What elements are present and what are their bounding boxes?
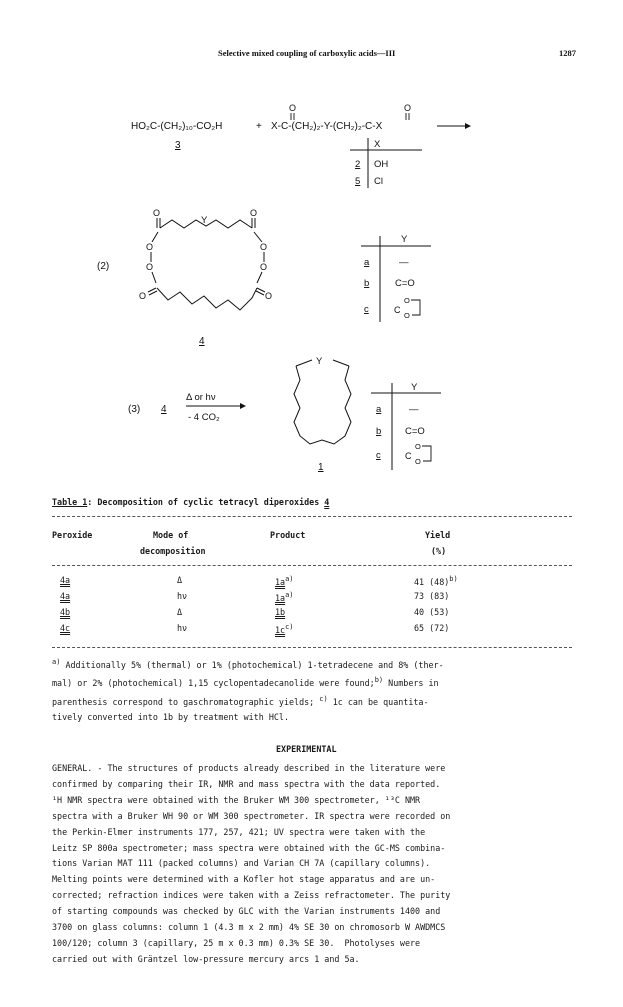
svg-text:Y: Y	[201, 215, 208, 226]
svg-text:C: C	[394, 305, 401, 315]
cell-yield: 41 $(48)^{b)}$	[414, 575, 458, 587]
svg-text:O: O	[146, 262, 154, 272]
header-mode-2: decomposition	[140, 546, 206, 556]
acyl-reagent-formula: X-C-(CH₂)₂-Y-(CH₂)₂-C-X	[271, 121, 383, 132]
y2-row-c-label: c	[376, 450, 381, 461]
table-caption	[52, 497, 329, 507]
svg-text:O: O	[153, 208, 161, 218]
table-caption-ref: 4	[324, 497, 330, 507]
svg-text:O: O	[289, 103, 297, 113]
step-2-label: (2)	[97, 261, 110, 272]
cell-mode: Δ	[177, 575, 183, 585]
compound-4-label: 4	[199, 336, 205, 347]
dioxolane-ring-2-icon	[405, 442, 431, 466]
cell-peroxide: 4b	[60, 607, 71, 617]
experimental-line: 3700 on glass columns: column 1 (4.3 m x 2 mm) 4% SE 30 on chromosorb W AWDMCS	[52, 922, 446, 933]
svg-text:O: O	[139, 291, 147, 301]
svg-text:O: O	[250, 208, 258, 218]
footnote-line-2: mal) or 2% (photochemical) 1,15 cyclopentadecanolide were found;$^{b)}$ Numbers in	[52, 676, 439, 689]
conditions-top: Δ or hν	[186, 392, 216, 403]
header-mode: Mode of	[153, 530, 189, 540]
reaction-scheme	[0, 0, 623, 490]
experimental-line: tions Varian MAT 111 (packed columns) and Varian CH 7A (capillary columns).	[52, 858, 431, 869]
table-rule-mid	[52, 565, 572, 566]
svg-text:O: O	[260, 242, 268, 252]
footnote-line-4: tively converted into 1b by treatment with HCl.	[52, 712, 289, 723]
ring-y-label: Y	[316, 356, 323, 367]
svg-text:O: O	[404, 103, 412, 113]
footnote-line-3: parenthesis correspond to gaschromatographic yields; $^{c)}$ 1c can be quantita-	[52, 694, 429, 707]
cell-product: $1c^{c)}$	[275, 623, 294, 635]
cell-product: $1a^{a)}$	[275, 575, 294, 587]
footnotes	[52, 655, 582, 726]
header-product: Product	[270, 530, 306, 540]
y2-row-b-value: C=O	[405, 426, 425, 437]
reactant-4-label: 4	[161, 404, 167, 415]
compound-1-label: 1	[318, 462, 324, 473]
experimental-line: GENERAL. - The structures of products already described in the literature were	[52, 763, 446, 773]
experimental-line: of starting compounds was checked by GLC with the Varian instruments 1400 and	[52, 906, 441, 917]
experimental-heading: EXPERIMENTAL	[276, 744, 337, 754]
header-yield-unit: (%)	[431, 546, 447, 556]
y2-row-b-label: b	[376, 426, 382, 437]
dioxolane-ring-icon	[394, 296, 420, 320]
header-yield: Yield	[425, 530, 451, 540]
table-caption-text: : Decomposition of cyclic tetracyl diperoxides	[87, 497, 325, 507]
footnote-line-1: $^{a)}$ Additionally 5% (thermal) or 1% (photochemical) 1-tetradecene and 8% (ther-	[52, 658, 444, 670]
cell-product: $1a^{a)}$	[275, 591, 294, 603]
svg-text:O: O	[404, 296, 410, 305]
y2-row-a-value: —	[409, 404, 419, 415]
experimental-line: 100/120; column 3 (capillary, 25 m x 0.3 mm) 0.3% SE 30. Photolyses were	[52, 937, 421, 948]
svg-text:O: O	[265, 291, 273, 301]
x-header: X	[374, 139, 381, 150]
cell-yield: 40 (53)	[414, 607, 450, 617]
svg-text:O: O	[404, 311, 410, 320]
cell-mode: hν	[177, 623, 188, 633]
row-5-value: Cl	[374, 176, 383, 187]
header-peroxide: Peroxide	[52, 530, 93, 540]
y-row-a-value: —	[399, 257, 409, 268]
experimental-line: confirmed by comparing their IR, NMR and mass spectra with the data reported.	[52, 778, 441, 789]
experimental-body	[52, 761, 582, 968]
cell-yield: 65 (72)	[414, 623, 450, 633]
diacid-formula: HO₂C-(CH₂)₁₀-CO₂H	[131, 121, 223, 132]
experimental-line: Leitz SP 800a spectrometer; mass spectra were obtained with the GC-MS combina-	[52, 842, 446, 853]
y2-row-a-label: a	[376, 404, 382, 415]
svg-text:O: O	[415, 457, 421, 466]
svg-text:O: O	[146, 242, 154, 252]
step-3-label: (3)	[128, 404, 141, 415]
cell-peroxide: 4a	[60, 591, 71, 601]
experimental-line: Melting points were determined with a Kofler hot stage apparatus and are un-	[52, 874, 436, 885]
experimental-line: the Perkin-Elmer instruments 177, 257, 421; UV spectra were taken with the	[52, 826, 426, 837]
page-number: 1287	[559, 48, 576, 58]
running-title: Selective mixed coupling of carboxylic acids—III	[218, 48, 396, 58]
plus-sign: +	[256, 121, 262, 132]
row-2-value: OH	[374, 159, 389, 170]
y2-header: Y	[411, 382, 418, 393]
y-row-b-value: C=O	[395, 278, 415, 289]
y-header: Y	[401, 234, 408, 245]
cell-mode: Δ	[177, 607, 183, 617]
svg-text:O: O	[260, 262, 268, 272]
cell-yield: 73 (83)	[414, 591, 450, 601]
y-row-c-label: c	[364, 304, 369, 315]
table-rule-top	[52, 516, 572, 517]
conditions-bottom: - 4 CO₂	[188, 412, 220, 423]
experimental-line: ¹H NMR spectra were obtained with the Bruker WM 300 spectrometer, ¹³C NMR	[52, 794, 421, 805]
cell-mode: hν	[177, 591, 188, 601]
experimental-line: carried out with Gräntzel low-pressure mercury arcs 1 and 5a.	[52, 953, 360, 964]
svg-text:O: O	[415, 442, 421, 451]
row-2-label: 2	[355, 159, 361, 170]
row-5-label: 5	[355, 176, 361, 187]
svg-text:C: C	[405, 451, 412, 461]
y-row-a-label: a	[364, 257, 370, 268]
cell-product: 1b	[275, 607, 286, 617]
experimental-line: spectra with a Bruker WH 90 or WM 300 spectrometer. IR spectra were recorded on	[52, 810, 451, 821]
compound-3-label: 3	[175, 140, 181, 151]
experimental-line: corrected; refraction indices were taken with a Zeiss refractometer. The purity	[52, 890, 451, 901]
table-caption-label: Table 1	[52, 497, 88, 507]
cell-peroxide: 4c	[60, 623, 71, 633]
y-row-b-label: b	[364, 278, 370, 289]
cell-peroxide: 4a	[60, 575, 71, 585]
table-rule-bottom	[52, 647, 572, 648]
